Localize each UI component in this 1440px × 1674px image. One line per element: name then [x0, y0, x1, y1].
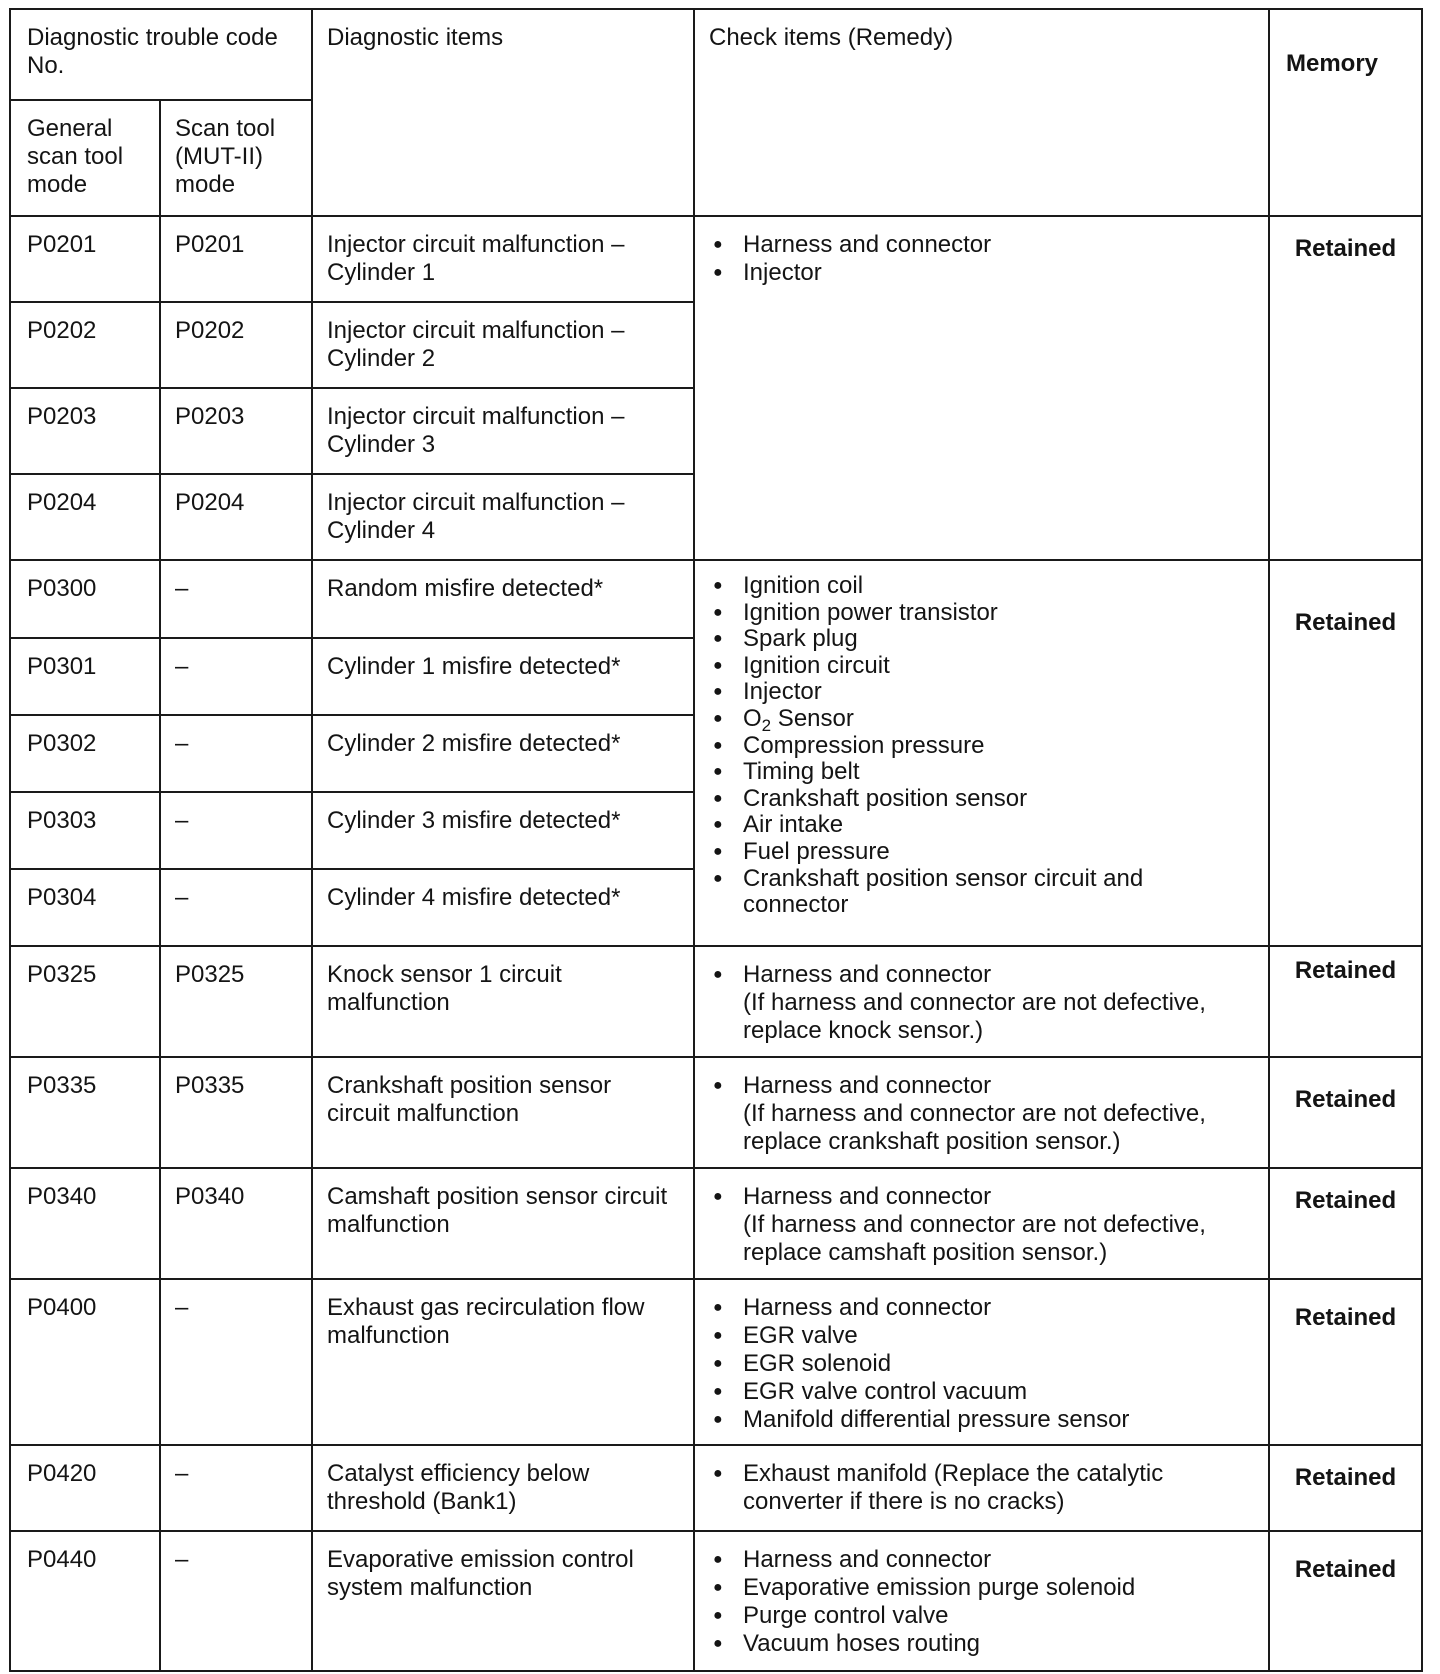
dtc-general: P0304 [10, 869, 160, 946]
dtc-general: P0302 [10, 715, 160, 792]
diagnostic-item: Knock sensor 1 circuit malfunction [312, 946, 694, 1057]
dtc-general: P0203 [10, 388, 160, 474]
dtc-scan: – [160, 869, 312, 946]
diagnostic-item: Injector circuit malfunction – Cylinder 4 [312, 474, 694, 560]
check-items-egr [694, 1279, 1269, 1445]
dtc-general: P0300 [10, 560, 160, 638]
list-item: ● EGR valve [709, 1322, 1254, 1350]
memory-status: Retained [1269, 946, 1422, 1057]
dtc-scan: P0335 [160, 1057, 312, 1168]
dtc-scan: P0340 [160, 1168, 312, 1279]
dtc-table [9, 8, 1423, 1672]
check-items-knock [694, 946, 1269, 1057]
memory-status: Retained [1269, 1168, 1422, 1279]
list-item: ● Timing belt [709, 759, 1254, 786]
dtc-general: P0440 [10, 1531, 160, 1671]
list-item: ● EGR solenoid [709, 1350, 1254, 1378]
diagnostic-item: Cylinder 2 misfire detected* [312, 715, 694, 792]
list-item: ● Exhaust manifold (Replace the catalytic converter if there is no cracks) [709, 1460, 1254, 1516]
list-item-o2-sensor: ● $O_2$ Sensor [709, 706, 1254, 733]
header-diagnostic-items: Diagnostic items [312, 9, 694, 216]
dtc-general: P0340 [10, 1168, 160, 1279]
memory-status: Retained [1269, 1445, 1422, 1531]
dtc-scan: – [160, 792, 312, 869]
list-item: ● Ignition coil [709, 573, 1254, 600]
table-row [10, 1279, 1422, 1445]
header-general-scan-tool: General scan tool mode [10, 100, 160, 216]
diagnostic-item: Injector circuit malfunction – Cylinder 1 [312, 216, 694, 302]
diagnostic-item: Cylinder 4 misfire detected* [312, 869, 694, 946]
list-item: ● Crankshaft position sensor [709, 786, 1254, 813]
check-items-crankshaft [694, 1057, 1269, 1168]
diagnostic-item: Injector circuit malfunction – Cylinder 3 [312, 388, 694, 474]
diagnostic-item: Random misfire detected* [312, 560, 694, 638]
memory-status: Retained [1269, 1531, 1422, 1671]
dtc-scan: – [160, 1531, 312, 1671]
header-scan-tool-mut: Scan tool (MUT-II) mode [160, 100, 312, 216]
dtc-scan: P0204 [160, 474, 312, 560]
header-memory: Memory [1269, 9, 1422, 216]
check-items-camshaft [694, 1168, 1269, 1279]
table-row [10, 216, 1422, 302]
list-item: ● Harness and connector (If harness and connector are not defective, replace crankshaft position sensor.) [709, 1072, 1254, 1156]
diagnostic-item: Cylinder 1 misfire detected* [312, 638, 694, 715]
table-row [10, 1531, 1422, 1671]
check-items-catalyst [694, 1445, 1269, 1531]
dtc-general: P0420 [10, 1445, 160, 1531]
list-item: ● Air intake [709, 812, 1254, 839]
list-item: ● Harness and connector [709, 1546, 1254, 1574]
list-item: ● Injector [709, 259, 1254, 287]
dtc-general: P0335 [10, 1057, 160, 1168]
memory-status: Retained [1269, 1057, 1422, 1168]
dtc-scan: P0325 [160, 946, 312, 1057]
dtc-general: P0204 [10, 474, 160, 560]
table-row [10, 1057, 1422, 1168]
list-item: ● Vacuum hoses routing [709, 1630, 1254, 1658]
table-row [10, 1168, 1422, 1279]
list-item: ● Crankshaft position sensor circuit and connector [709, 866, 1254, 919]
list-item: ● EGR valve control vacuum [709, 1378, 1254, 1406]
dtc-general: P0201 [10, 216, 160, 302]
list-item: ● Ignition circuit [709, 653, 1254, 680]
list-item: ● Harness and connector (If harness and connector are not defective, replace camshaft position sensor.) [709, 1183, 1254, 1267]
list-item: ● Fuel pressure [709, 839, 1254, 866]
check-items-misfire [694, 560, 1269, 946]
dtc-general: P0325 [10, 946, 160, 1057]
memory-status: Retained [1269, 216, 1422, 560]
list-item: ● Harness and connector [709, 1294, 1254, 1322]
remedy-note: (If harness and connector are not defective, replace crankshaft position sensor.) [743, 1100, 1206, 1155]
dtc-general: P0202 [10, 302, 160, 388]
table-row [10, 1445, 1422, 1531]
check-items-evap [694, 1531, 1269, 1671]
list-item: ● Purge control valve [709, 1602, 1254, 1630]
diagnostic-item: Evaporative emission control system malfunction [312, 1531, 694, 1671]
dtc-scan: – [160, 1279, 312, 1445]
header-dtc-no: Diagnostic trouble code No. [10, 9, 312, 100]
diagnostic-item: Crankshaft position sensor circuit malfunction [312, 1057, 694, 1168]
dtc-scan: P0202 [160, 302, 312, 388]
memory-status: Retained [1269, 560, 1422, 946]
list-item: ● Ignition power transistor [709, 600, 1254, 627]
table-row [10, 560, 1422, 638]
remedy-note: (If harness and connector are not defective, replace knock sensor.) [743, 989, 1206, 1044]
diagnostic-item: Exhaust gas recirculation flow malfunction [312, 1279, 694, 1445]
dtc-scan: – [160, 638, 312, 715]
table-row [10, 946, 1422, 1057]
list-item: ● Harness and connector [709, 231, 1254, 259]
memory-status: Retained [1269, 1279, 1422, 1445]
dtc-general: P0400 [10, 1279, 160, 1445]
dtc-general: P0301 [10, 638, 160, 715]
list-item: ● Harness and connector (If harness and connector are not defective, replace knock sensor.) [709, 961, 1254, 1045]
dtc-scan: – [160, 560, 312, 638]
list-item: ● Injector [709, 679, 1254, 706]
list-item: ● Spark plug [709, 626, 1254, 653]
dtc-scan: – [160, 715, 312, 792]
dtc-general: P0303 [10, 792, 160, 869]
diagnostic-item: Injector circuit malfunction – Cylinder 2 [312, 302, 694, 388]
check-items-injector [694, 216, 1269, 560]
dtc-scan: P0201 [160, 216, 312, 302]
diagnostic-item: Catalyst efficiency below threshold (Bank1) [312, 1445, 694, 1531]
dtc-scan: – [160, 1445, 312, 1531]
list-item: ● Evaporative emission purge solenoid [709, 1574, 1254, 1602]
dtc-scan: P0203 [160, 388, 312, 474]
remedy-note: (If harness and connector are not defective, replace camshaft position sensor.) [743, 1211, 1206, 1266]
list-item: ● Manifold differential pressure sensor [709, 1406, 1254, 1434]
diagnostic-item: Cylinder 3 misfire detected* [312, 792, 694, 869]
diagnostic-item: Camshaft position sensor circuit malfunction [312, 1168, 694, 1279]
list-item: ● Compression pressure [709, 733, 1254, 760]
header-check-items: Check items (Remedy) [694, 9, 1269, 216]
